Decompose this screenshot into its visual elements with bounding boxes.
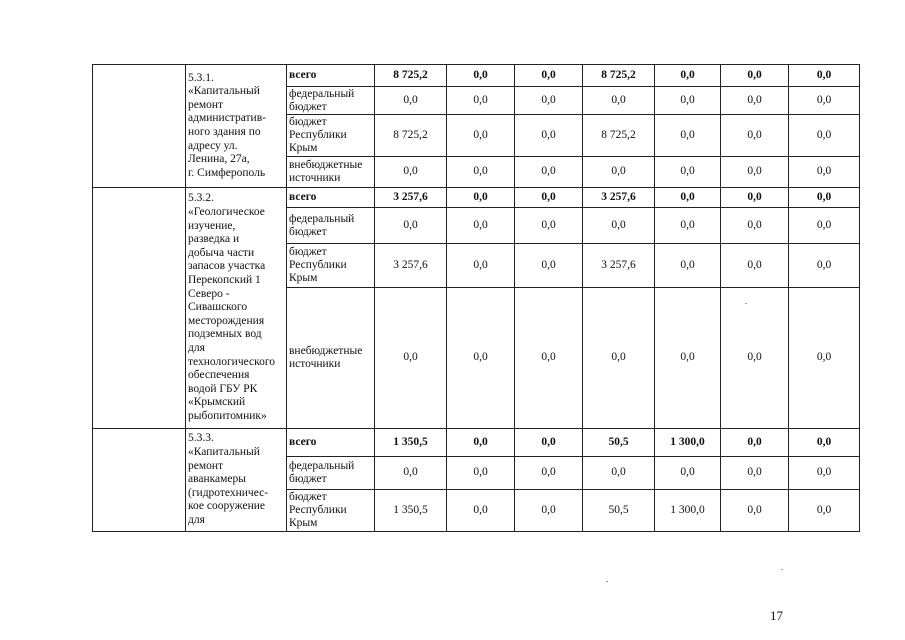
value-cell: 0,0 — [447, 87, 515, 115]
measure-name-line: для — [188, 513, 205, 526]
funding-source-cell: всего — [287, 429, 375, 457]
measure-name-line: Сивашского — [188, 301, 248, 314]
measure-name-line: водой ГБУ РК — [188, 382, 258, 395]
measure-name-line: технологического — [188, 355, 276, 368]
value-cell: 0,0 — [375, 208, 447, 244]
value-cell: 0,0 — [721, 429, 789, 457]
value-cell: 0,0 — [515, 65, 583, 87]
value-cell: 0,0 — [447, 429, 515, 457]
value-cell: 0,0 — [721, 65, 789, 87]
measure-name-line: ремонт — [188, 459, 224, 472]
scan-speck — [745, 303, 747, 304]
value-cell: 1 350,5 — [375, 490, 447, 532]
value-cell: 0,0 — [447, 208, 515, 244]
measure-name-cell — [186, 429, 287, 532]
value-cell: 0,0 — [515, 244, 583, 288]
measure-name-line: подземных вод — [188, 328, 262, 341]
value-cell: 0,0 — [655, 244, 721, 288]
value-cell: 0,0 — [515, 87, 583, 115]
measure-name-line: для — [188, 341, 205, 354]
measure-name-line: «Капитальный — [188, 85, 260, 98]
measure-name-line: административ- — [188, 112, 266, 125]
value-cell: 0,0 — [789, 157, 860, 188]
value-cell: 0,0 — [789, 457, 860, 490]
value-cell: 0,0 — [789, 288, 860, 429]
value-cell: 0,0 — [789, 115, 860, 157]
measure-name-line: кое сооружение — [188, 500, 265, 513]
measure-name-line: 5.3.3. — [188, 432, 214, 445]
blank-cell — [93, 429, 186, 532]
value-cell: 0,0 — [375, 157, 447, 188]
value-cell: 50,5 — [583, 490, 655, 532]
value-cell: 0,0 — [789, 490, 860, 532]
value-cell: 0,0 — [447, 244, 515, 288]
value-cell: 3 257,6 — [375, 244, 447, 288]
value-cell: 0,0 — [655, 115, 721, 157]
value-cell: 1 300,0 — [655, 429, 721, 457]
measure-name-line: Северо - — [188, 287, 230, 300]
measure-name-line: обеспечения — [188, 369, 250, 382]
value-cell: 0,0 — [515, 188, 583, 208]
scan-speck — [606, 581, 608, 582]
value-cell: 0,0 — [721, 87, 789, 115]
value-cell: 50,5 — [583, 429, 655, 457]
blank-cell — [93, 65, 186, 188]
measure-name-line: ремонт — [188, 98, 224, 111]
value-cell: 0,0 — [515, 490, 583, 532]
value-cell: 0,0 — [721, 115, 789, 157]
value-cell: 0,0 — [655, 87, 721, 115]
measure-name-line: Перекопский 1 — [188, 274, 261, 287]
value-cell: 0,0 — [721, 157, 789, 188]
page-number: 17 — [770, 608, 783, 623]
value-cell: 8 725,2 — [375, 65, 447, 87]
funding-source-cell: внебюджетные источники — [287, 288, 375, 429]
measure-name-cell — [186, 188, 287, 429]
value-cell: 0,0 — [655, 65, 721, 87]
measure-name-line: месторождения — [188, 314, 265, 327]
funding-source-cell: федеральный бюджет — [287, 87, 375, 115]
measure-name-line: разведка и — [188, 233, 240, 246]
value-cell: 3 257,6 — [375, 188, 447, 208]
value-cell: 0,0 — [721, 490, 789, 532]
value-cell: 8 725,2 — [583, 65, 655, 87]
measure-name-line: рыбопитомник» — [188, 409, 267, 422]
value-cell: 0,0 — [789, 188, 860, 208]
table-row-total — [93, 65, 860, 87]
measure-name-line: г. Симферополь — [188, 166, 266, 179]
value-cell: 0,0 — [447, 65, 515, 87]
value-cell: 0,0 — [655, 157, 721, 188]
value-cell: 3 257,6 — [583, 188, 655, 208]
measure-name-line: изучение, — [188, 219, 236, 232]
measure-name-line: «Крымский — [188, 396, 246, 409]
value-cell: 0,0 — [375, 457, 447, 490]
value-cell: 0,0 — [721, 457, 789, 490]
budget-table-body — [93, 65, 860, 532]
value-cell: 1 350,5 — [375, 429, 447, 457]
funding-source-cell: бюджет Республики Крым — [287, 490, 375, 532]
value-cell: 3 257,6 — [583, 244, 655, 288]
blank-cell — [93, 188, 186, 429]
value-cell: 0,0 — [515, 429, 583, 457]
value-cell: 0,0 — [721, 244, 789, 288]
budget-table — [92, 64, 860, 532]
funding-source-cell: всего — [287, 188, 375, 208]
value-cell: 0,0 — [583, 288, 655, 429]
funding-source-cell: бюджет Республики Крым — [287, 244, 375, 288]
measure-name-line: ного здания по — [188, 126, 261, 138]
value-cell: 0,0 — [655, 188, 721, 208]
measure-name-line: «Капитальный — [188, 446, 260, 459]
measure-name-line: (гидротехничес- — [188, 486, 269, 499]
value-cell: 0,0 — [789, 244, 860, 288]
value-cell: 0,0 — [583, 208, 655, 244]
funding-source-cell: федеральный бюджет — [287, 457, 375, 490]
value-cell: 0,0 — [583, 457, 655, 490]
value-cell: 0,0 — [721, 208, 789, 244]
measure-name-line: аванкамеры — [188, 473, 247, 486]
value-cell: 8 725,2 — [375, 115, 447, 157]
value-cell: 0,0 — [583, 87, 655, 115]
value-cell: 0,0 — [515, 115, 583, 157]
value-cell: 8 725,2 — [583, 115, 655, 157]
funding-source-cell: федеральный бюджет — [287, 208, 375, 244]
measure-name-line: «Геологическое — [188, 206, 265, 219]
table-row-total — [93, 429, 860, 457]
measure-name-line: 5.3.2. — [188, 192, 214, 205]
measure-name-line: Ленина, 27а, — [188, 153, 250, 166]
value-cell: 0,0 — [655, 208, 721, 244]
value-cell: 0,0 — [447, 288, 515, 429]
funding-source-cell: всего — [287, 65, 375, 87]
scan-speck — [781, 569, 783, 570]
measure-name-line: запасов участка — [188, 260, 266, 273]
value-cell: 0,0 — [721, 188, 789, 208]
value-cell: 0,0 — [447, 490, 515, 532]
funding-source-cell: внебюджетные источники — [287, 157, 375, 188]
value-cell: 0,0 — [789, 87, 860, 115]
value-cell: 0,0 — [515, 157, 583, 188]
measure-name-line: адресу ул. — [188, 139, 238, 152]
value-cell: 0,0 — [447, 457, 515, 490]
table-row-total — [93, 188, 860, 208]
value-cell: 0,0 — [447, 157, 515, 188]
measure-name-line: 5.3.1. — [188, 71, 214, 84]
value-cell: 0,0 — [583, 157, 655, 188]
value-cell: 0,0 — [375, 87, 447, 115]
value-cell: 0,0 — [515, 208, 583, 244]
value-cell: 0,0 — [789, 208, 860, 244]
measure-name-cell — [186, 65, 287, 188]
value-cell: 0,0 — [515, 457, 583, 490]
value-cell: 0,0 — [515, 288, 583, 429]
value-cell: 0,0 — [721, 288, 789, 429]
value-cell: 0,0 — [789, 429, 860, 457]
value-cell: 0,0 — [789, 65, 860, 87]
value-cell: 0,0 — [655, 457, 721, 490]
value-cell: 1 300,0 — [655, 490, 721, 532]
value-cell: 0,0 — [655, 288, 721, 429]
value-cell: 0,0 — [447, 188, 515, 208]
measure-name-line: добыча части — [188, 246, 255, 259]
value-cell: 0,0 — [375, 288, 447, 429]
value-cell: 0,0 — [447, 115, 515, 157]
funding-source-cell: бюджет Республики Крым — [287, 115, 375, 157]
